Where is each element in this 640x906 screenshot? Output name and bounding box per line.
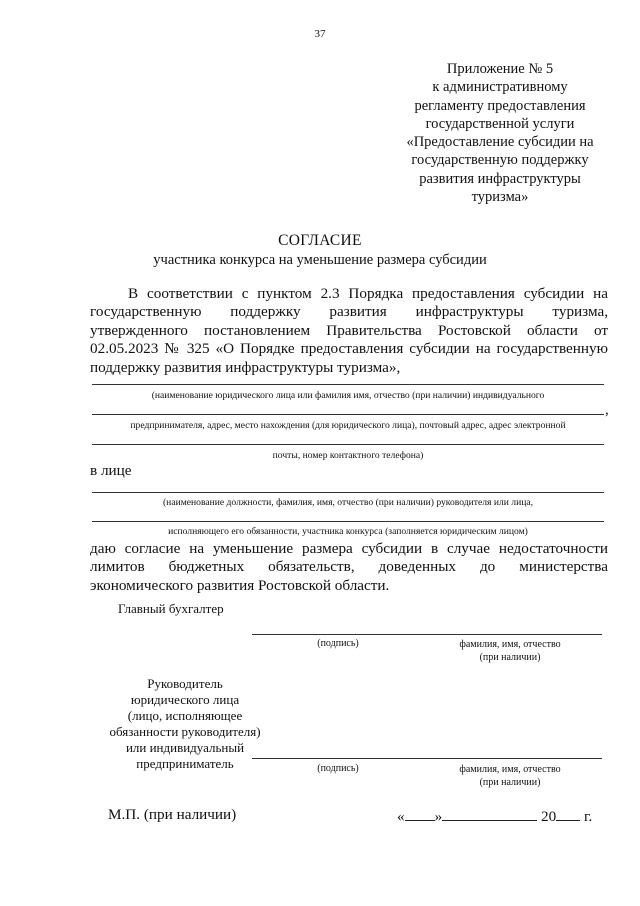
intro-line: 02.05.2023 № 325 «О Порядке предоставления субсидии на государственную xyxy=(90,340,608,358)
document-subtitle: участника конкурса на уменьшение размера субсидии xyxy=(153,252,487,268)
appendix-line: «Предоставление субсидии на xyxy=(406,134,594,151)
appendix-line: государственную поддержку xyxy=(411,152,589,169)
chief-accountant-label: Главный бухгалтер xyxy=(118,601,224,616)
intro-line: государственную поддержку развития инфраструктуры туризма, xyxy=(90,303,608,321)
full-name-label-line: фамилия, имя, отчество xyxy=(459,639,561,650)
appendix-line: регламенту предоставления xyxy=(414,97,586,114)
signature-label: (подпись) xyxy=(317,638,359,649)
applicant-hint: почты, номер контактного телефона) xyxy=(272,450,424,461)
full-name-label xyxy=(430,638,590,664)
consent-paragraph xyxy=(90,540,608,595)
appendix-line: Приложение № 5 xyxy=(446,61,554,77)
applicant-hint: (наименование юридического лица или фамилия имя, отчество (при наличии) индивидуального xyxy=(151,390,545,401)
consent-line: лимитов бюджетных обязательств, доведенных до министерства xyxy=(90,558,608,576)
head-label-line: (лицо, исполняющее xyxy=(127,708,243,723)
head-label-line: Руководитель xyxy=(147,676,223,691)
head-label-line: юридического лица xyxy=(130,692,240,707)
date-close-quote: » xyxy=(434,808,443,825)
head-label-line: предприниматель xyxy=(136,756,234,771)
representative-line[interactable] xyxy=(92,521,604,522)
head-label xyxy=(100,676,270,772)
intro-paragraph xyxy=(90,285,608,377)
date-year-suffix: г. xyxy=(583,808,593,825)
date-year-prefix: 20 xyxy=(540,808,557,825)
applicant-name-line[interactable] xyxy=(92,384,604,385)
in-person-label: в лице xyxy=(90,462,132,479)
appendix-header xyxy=(400,60,600,206)
stamp-label: М.П. (при наличии) xyxy=(108,806,237,823)
appendix-line: к административному xyxy=(432,79,568,96)
consent-line: даю согласие на уменьшение размера субсидии в случае недостаточности xyxy=(90,540,608,557)
full-name-label-line: (при наличии) xyxy=(479,777,541,788)
consent-line: экономического развития Ростовской области. xyxy=(90,576,390,594)
intro-line: поддержку развития инфраструктуры туризма», xyxy=(90,358,401,376)
representative-hint: (наименование должности, фамилия, имя, отчество (при наличии) руководителя или лица, xyxy=(162,497,533,508)
applicant-contact-line[interactable] xyxy=(92,444,604,445)
full-name-label-line: (при наличии) xyxy=(479,652,541,663)
full-name-label xyxy=(430,763,590,789)
applicant-address-line[interactable] xyxy=(92,414,604,415)
appendix-line: развития инфраструктуры xyxy=(419,170,581,187)
intro-line: утвержденного постановлением Правительства Ростовской области от xyxy=(90,321,608,339)
applicant-hint: предпринимателя, адрес, место нахождения (для юридического лица), почтовый адрес, адрес электронной xyxy=(130,420,566,431)
signature-label: (подпись) xyxy=(317,763,359,774)
date-year-blank[interactable] xyxy=(556,806,580,821)
line-comma: , xyxy=(605,402,609,418)
head-signature-line[interactable] xyxy=(252,758,602,759)
intro-line: В соответствии с пунктом 2.3 Порядка предоставления субсидии на xyxy=(128,285,608,302)
date-month-blank[interactable] xyxy=(442,806,537,821)
representative-line[interactable] xyxy=(92,492,604,493)
head-label-line: или индивидуальный xyxy=(125,740,245,755)
document-title: СОГЛАСИЕ xyxy=(278,232,362,249)
page-number: 37 xyxy=(314,28,326,40)
date-field xyxy=(397,806,592,826)
date-day-blank[interactable] xyxy=(405,806,435,821)
representative-hint: исполняющего его обязанности, участника конкурса (заполняется юридическим лицом) xyxy=(168,526,528,537)
chief-accountant-signature-line[interactable] xyxy=(252,634,602,635)
appendix-line: государственной услуги xyxy=(425,115,575,132)
full-name-label-line: фамилия, имя, отчество xyxy=(459,764,561,775)
head-label-line: обязанности руководителя) xyxy=(109,724,261,739)
appendix-line: туризма» xyxy=(471,189,529,206)
date-open-quote: « xyxy=(397,808,405,825)
